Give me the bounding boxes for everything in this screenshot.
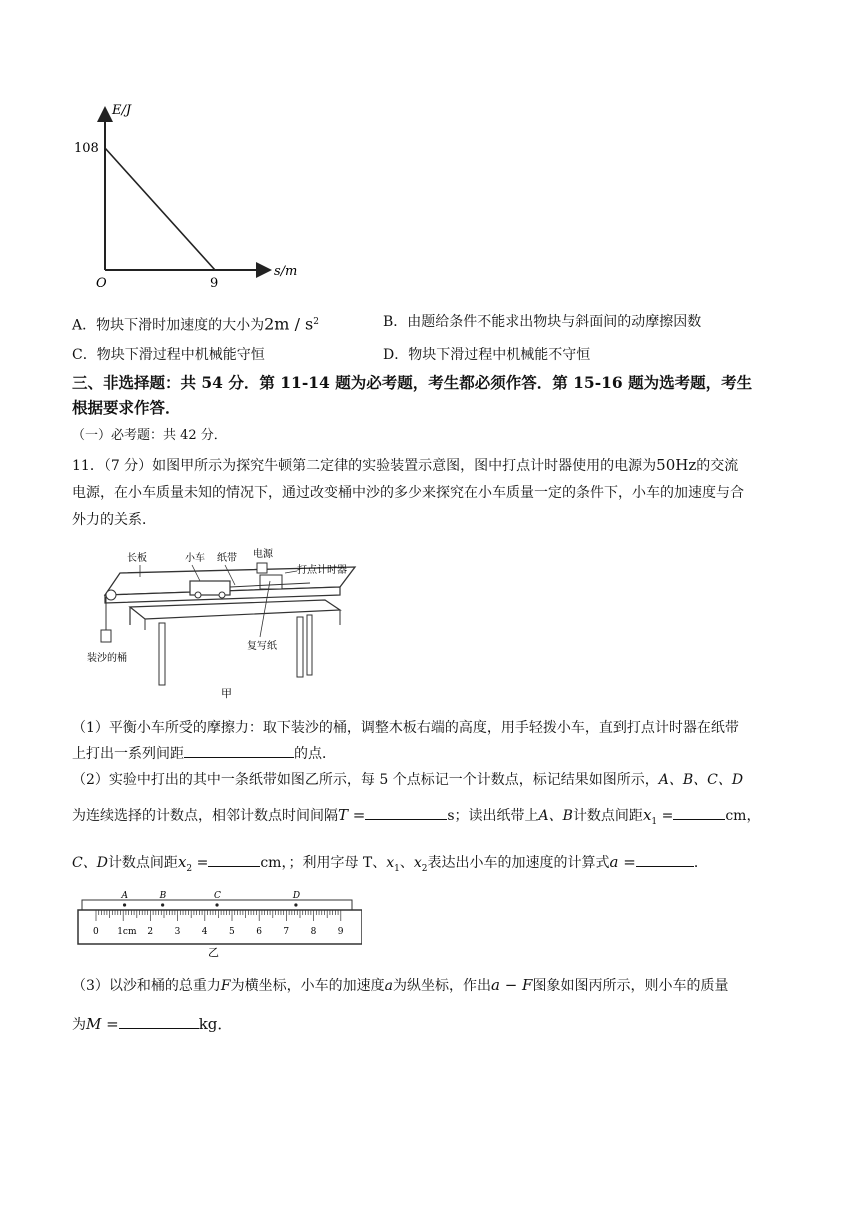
answer-blank-period[interactable] [365,805,447,820]
label-car: 小车 [185,553,205,564]
ruler-tick-label: 2 [147,927,154,937]
label-bucket: 装沙的桶 [87,653,127,664]
q11-intro-line1: 11．（7 分）如图甲所示为探究牛顿第二定律的实验装置示意图，图中打点计时器使用的电源为50Hz的交流 [72,456,739,474]
ruler-tick-label: 0 [93,927,99,937]
option-b: B．由题给条件不能求出物块与斜面间的动摩擦因数 [383,314,702,330]
ruler-tick-label: 7 [283,927,290,937]
q11-part1-line1: （1）平衡小车所受的摩擦力：取下装沙的桶，调整木板右端的高度，用手轻拨小车，直到打点计时器在纸带 [72,720,739,736]
energy-displacement-graph [70,100,320,290]
tape-mark-label: D [292,891,301,901]
label-carbon: 复写纸 [247,641,277,652]
y-tick-label: 108 [74,141,99,156]
option-a: A．物块下滑时加速度的大小为$2m / s^2$ [72,314,319,334]
ruler-tape-figure [72,888,362,958]
ruler-tick-label: 5 [229,927,235,937]
answer-blank-x1[interactable] [673,805,725,820]
ruler-tick-label: 4 [201,927,208,937]
ruler-tick-label: 9 [337,927,344,937]
apparatus-figure [85,545,375,705]
tape-dot [294,903,297,906]
tape-dot [215,903,218,906]
ruler-tick-label: 3 [174,927,181,937]
answer-blank-spacing[interactable] [184,743,294,758]
q11-part1-line2: 上打出一系列间距 的点． [72,743,336,764]
label-timer: 打点计时器 [297,565,347,576]
caption-yi: 乙 [208,946,219,958]
tape-mark-label: B [159,891,167,901]
caption-jia: 甲 [221,687,232,700]
energy-line [105,148,215,270]
x-tick-label: 9 [210,276,219,290]
ruler-tick-label: 8 [310,927,317,937]
ruler-tick-label: 6 [256,927,262,937]
origin-label: O [96,276,107,290]
label-board: 长板 [127,553,147,564]
option-c: C．物块下滑过程中机械能守恒 [72,347,265,363]
tape-dot [123,903,126,906]
x-axis-label: s/m [274,264,298,279]
q11-part2-line1: （2）实验中打出的其中一条纸带如图乙所示，每 5 个点标记一个计数点，标记结果如图所示，A、B、C、D [72,772,744,788]
answer-blank-acceleration[interactable] [636,852,694,867]
answer-blank-mass[interactable] [119,1014,199,1029]
q11-intro-line3: 外力的关系． [72,512,156,528]
option-d: D．物块下滑过程中机械能不守恒 [383,347,591,363]
tape-mark-label: A [121,891,129,901]
q11-part2-line3: C、D计数点间距$x_2$ = cm，；利用字母 T、$x_1$、$x_2$表达出小车的加速度的计算式a = ． [72,853,708,874]
q11-part2-line2: 为连续选择的计数点，相邻计数点时间间隔T = s；读出纸带上A、B计数点间距$x_1$ = cm， [72,806,761,827]
answer-blank-x2[interactable] [208,852,260,867]
tape-mark-label: C [214,891,221,901]
section-heading-cont: 根据要求作答． [72,398,181,417]
q11-intro-line2: 电源，在小车质量未知的情况下，通过改变桶中沙的多少来探究在小车质量一定的条件下，小车的加速度与合 [72,485,744,501]
q11-part3-line2: 为M = kg． [72,1015,233,1033]
section-heading: 三、非选择题：共 54 分．第 11-14 题为必考题，考生都必须作答．第 15-16 题为选考题，考生 [72,373,753,392]
required-subheading: （一）必考题：共 42 分． [72,428,227,443]
q11-part3-line1: （3）以沙和桶的总重力F为横坐标，小车的加速度a为纵坐标，作出a − F图象如图丙所示，则小车的质量 [72,976,729,994]
label-tape: 纸带 [217,553,237,564]
ruler-tick-label: 1cm [117,927,137,937]
tape-dot [161,903,164,906]
label-power: 电源 [253,549,273,560]
y-axis-label: E/J [112,103,132,118]
